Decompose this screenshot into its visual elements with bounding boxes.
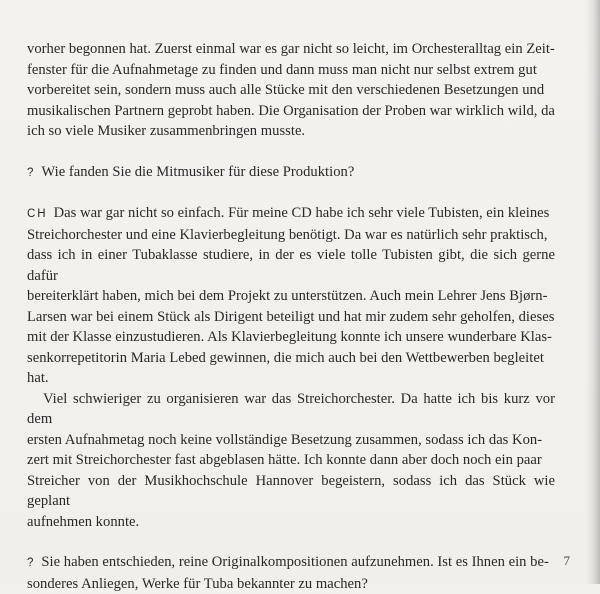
text-line: hat. [27,370,49,386]
speaker-initials: CH [27,208,48,220]
paragraph-gap [27,532,555,552]
text-line: Viel schwieriger zu organisieren war das Streichorchester. Da hatte ich bis kurz vor dem [27,390,555,427]
text-line: Streichorchester und eine Klavierbegleitung benötigt. Da war es natürlich sehr praktisch, [27,226,548,243]
question-marker: ? [27,557,34,569]
page-edge-shadow [586,0,600,584]
page-number: 7 [563,553,570,568]
text-line: fenster für die Aufnahmetage zu finden und dann muss man nicht nur selbst extrem gut [27,61,537,78]
question-marker: ? [27,166,34,179]
text-line: ersten Aufnahmetag noch keine vollständige Besetzung zusammen, sodass ich das Kon- [27,431,543,448]
text-line: Sie haben entschieden, reine Originalkompositionen aufzunehmen. Ist es Ihnen ein be- [41,554,549,570]
text-line: senkorrepetitorin Maria Lebed gewinnen, die mich auch bei den Wettbewerben begleitet [27,349,544,366]
text-line: vorher begonnen hat. Zuerst einmal war es gar nicht so leicht, im Orchesteralltag ein Zeit- [27,41,555,57]
text-line: musikalischen Partnern geprobt haben. Die Organisation der Proben war wirklich wild, da [27,102,555,119]
page-text [27,39,555,594]
question-2 [27,552,555,594]
text-line: Wie fanden Sie die Mitmusiker für diese Produktion? [41,163,355,180]
text-line: mit der Klasse einzustudieren. Als Klavierbegleitung konnte ich unsere wunderbare Klas- [27,329,552,345]
text-line: bereiterklärt haben, mich bei dem Projekt zu unterstützen. Auch mein Lehrer Jens Bjørn- [27,288,548,304]
paragraph-intro [27,39,555,142]
text-line: Streicher von der Musikhochschule Hannover begeistern, sodass ich das Stück wie geplant [27,472,555,509]
answer-1-continued [27,389,555,533]
question-1 [27,162,555,184]
text-line: vorbereitet sein, sondern muss auch alle Stücke mit den verschiedenen Besetzungen und [27,82,545,98]
text-line: ich so viele Musiker zusammenbringen musste. [27,123,306,139]
paragraph-gap [27,183,555,203]
answer-1 [27,203,555,389]
text-line: Larsen war bei einem Stück als Dirigent beteiligt und hat mir zudem sehr geholfen, dieses [27,308,555,325]
text-line: Das war gar nicht so einfach. Für meine CD habe ich sehr viele Tubisten, ein kleines [53,205,550,221]
text-line: aufnehmen konnte. [27,513,140,530]
text-line: dass ich in einer Tubaklasse studiere, in der es viele tolle Tubisten gibt, die sich gerne dafür [27,247,555,284]
text-line: sonderes Anliegen, Werke für Tuba bekannter zu machen? [27,575,368,592]
paragraph-gap [27,142,555,162]
text-line: zert mit Streichorchester fast abgeblasen hätte. Ich konnte dann aber doch noch ein paar [27,452,542,468]
